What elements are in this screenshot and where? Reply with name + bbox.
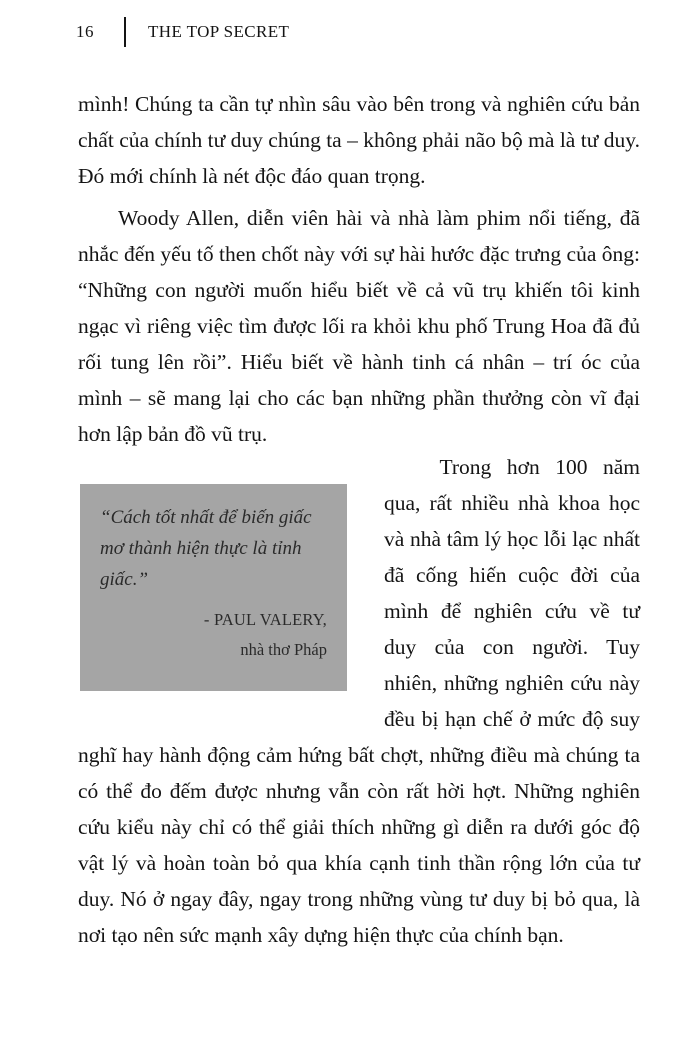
paragraph-2: Woody Allen, diễn viên hài và nhà làm phim nổi tiếng, đã nhắc đến yếu tố then chốt này với sự hài hước đặc trưng của ông: “Những con người muốn hiểu biết về cả vũ trụ khiến tôi kinh ngạc vì riêng việc tìm được lối ra khỏi khu phố Trung Hoa đã đủ rối tung lên rồi”. Hiểu biết về hành tinh cá nhân – trí óc của mình – sẽ mang lại cho các bạn những phần thưởng còn vĩ đại hơn lập bản đồ vũ trụ. [78, 206, 640, 446]
running-title: THE TOP SECRET [148, 22, 290, 41]
quote-text: “Cách tốt nhất để biến giấc mơ thành hiện thực là tỉnh giấc.” [100, 507, 312, 590]
pull-quote-box [80, 484, 347, 691]
quote-author-role: nhà thơ Pháp [240, 640, 327, 659]
page-header [76, 16, 289, 48]
paragraph-1: mình! Chúng ta cần tự nhìn sâu vào bên trong và nghiên cứu bản chất của chính tư duy chúng ta – không phải não bộ mà là tư duy. Đó mới chính là nét độc đáo quan trọng. [78, 92, 640, 188]
header-divider [124, 17, 126, 47]
quote-author: - PAUL VALERY, [203, 610, 327, 629]
paragraph-3: Trong hơn 100 năm qua, rất nhiều nhà khoa học và nhà tâm lý học lỗi lạc nhất đã cống hiến cuộc đời của mình để nghiên cứu về tư duy của con người. Tuy nhiên, những nghiên cứu này đều bị hạn chế ở mức độ suy nghĩ hay hành động cảm hứng bất chợt, những điều mà chúng ta có thể đo đếm được nhưng vẫn còn rất hời hợt. Những nghiên cứu kiểu này chỉ có thể giải thích những gì diễn ra dưới góc độ vật lý và hoàn toàn bỏ qua khía cạnh tinh thần rộng lớn của tư duy. Nó ở ngay đây, ngay trong những vùng tư duy bị bỏ qua, là nơi tạo nên sức mạnh xây dựng hiện thực của chính bạn. [78, 455, 640, 947]
page-number: 16 [76, 22, 94, 41]
